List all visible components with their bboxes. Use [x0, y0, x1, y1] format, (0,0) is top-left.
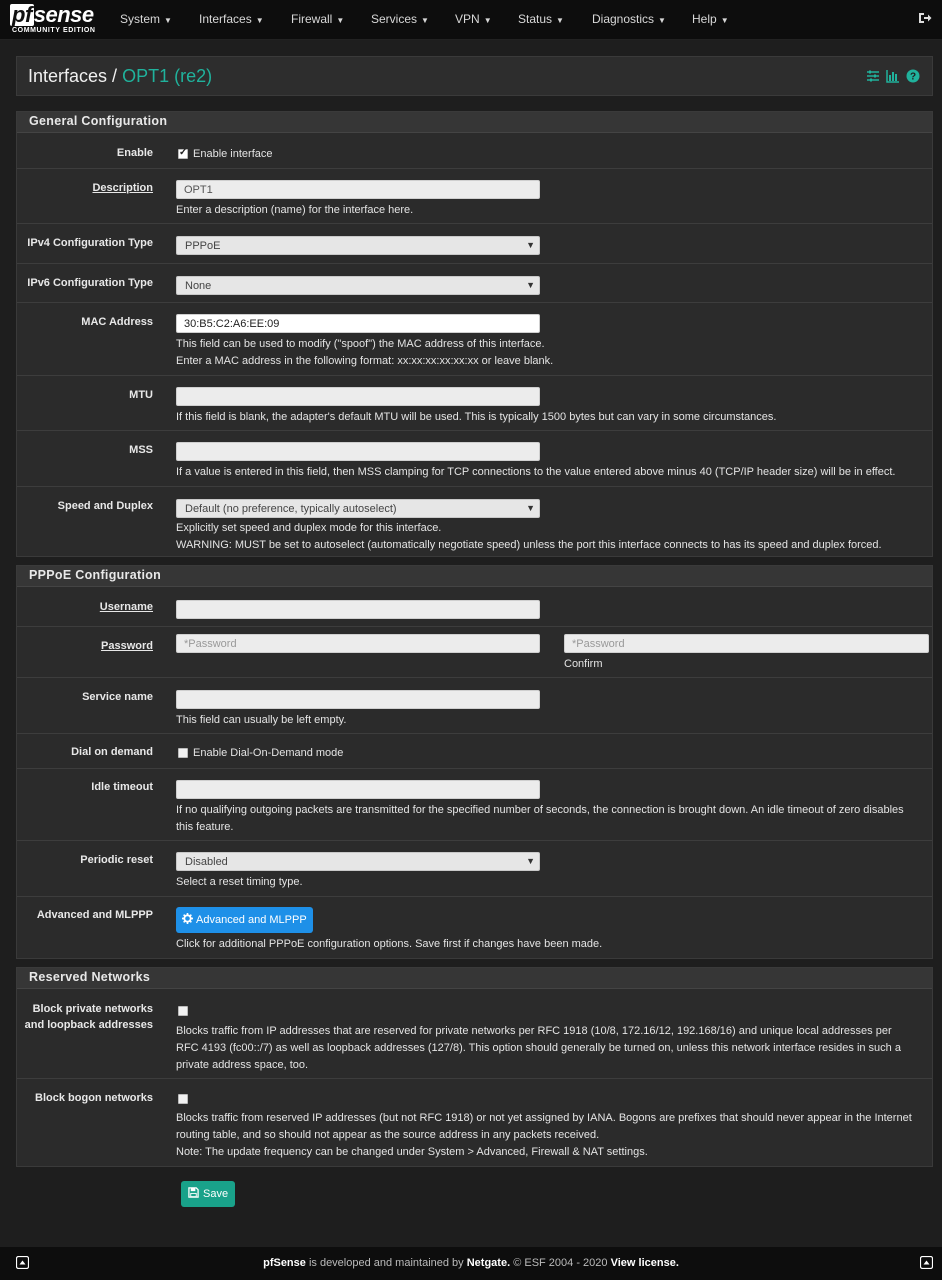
mtu-help: If this field is blank, the adapter's default MTU will be used. This is typically 1500 bytes but can vary in some circumstances. [176, 411, 777, 423]
confirm-label: Confirm [564, 658, 603, 670]
private-help-1: Blocks traffic from IP addresses that are reserved for private networks per RFC 1918 (10/8, 172.16/12, 192.168/16) and unique local addresses per [176, 1025, 892, 1037]
mac-help-2: Enter a MAC address in the following format: xx:xx:xx:xx:xx:xx or leave blank. [176, 355, 554, 367]
password-input[interactable]: *Password [176, 634, 540, 653]
adv-help: Click for additional PPPoE configuration options. Save first if changes have been made. [176, 938, 603, 950]
reserved-networks-panel [16, 967, 933, 1167]
logout-icon[interactable] [918, 11, 932, 25]
menu-services[interactable]: Services ▼ [371, 12, 429, 26]
enable-label: Enable [116, 147, 153, 159]
logo-mark: pf [12, 2, 32, 27]
footer-text-1: is developed and maintained by [305, 1257, 467, 1269]
bogon-label: Block bogon networks [35, 1092, 153, 1104]
chevron-down-icon: ▼ [526, 240, 535, 250]
menu-firewall[interactable]: Firewall ▼ [291, 12, 345, 26]
password-row [17, 627, 932, 678]
panel-title: General Configuration [17, 112, 932, 133]
bogon-help-3: Note: The update frequency can be changed under System > Advanced, Firewall & NAT settings. [176, 1146, 648, 1158]
enable-checkbox[interactable] [178, 149, 188, 159]
menu-vpn[interactable]: VPN ▼ [455, 12, 492, 26]
ipv4-select[interactable]: PPPoE ▼ [176, 236, 540, 255]
breadcrumb-current[interactable]: OPT1 (re2) [122, 66, 213, 86]
private-help-3: private address space, too. [176, 1059, 309, 1071]
mss-label: MSS [129, 444, 153, 456]
dial-checkbox[interactable] [178, 748, 188, 758]
mss-input[interactable] [176, 442, 540, 461]
logo-edition: COMMUNITY EDITION [12, 27, 96, 34]
menu-status[interactable]: Status ▼ [518, 12, 564, 26]
periodic-reset-row [17, 841, 932, 897]
adv-label: Advanced and MLPPP [36, 909, 153, 921]
dial-on-demand-row [17, 734, 932, 769]
service-help: This field can usually be left empty. [176, 714, 347, 726]
chevron-down-icon: ▼ [526, 280, 535, 290]
page-header [16, 56, 933, 96]
mtu-row [17, 376, 932, 431]
pppoe-configuration-panel [16, 565, 933, 959]
block-private-row [17, 990, 932, 1079]
svg-text:?: ? [909, 71, 917, 83]
service-input[interactable] [176, 690, 540, 709]
ipv6-row [17, 264, 932, 303]
speed-label: Speed and Duplex [57, 500, 153, 512]
footer-netgate-link[interactable]: Netgate. [466, 1257, 511, 1269]
mtu-label: MTU [129, 389, 153, 401]
sliders-icon[interactable] [866, 69, 880, 83]
idle-timeout-row [17, 769, 932, 841]
description-row [17, 169, 932, 224]
username-label: Username [99, 601, 153, 613]
reset-select[interactable]: Disabled ▼ [176, 852, 540, 871]
private-label-1: Block private networks [32, 1003, 153, 1015]
block-private-checkbox[interactable] [178, 1006, 188, 1016]
scroll-top-icon[interactable] [16, 1256, 29, 1269]
gear-icon [182, 913, 193, 924]
mss-help: If a value is entered in this field, then MSS clamping for TCP connections to the value entered above minus 40 (TCP/IP header size) will be in effect. [176, 466, 896, 478]
panel-title: Reserved Networks [17, 968, 932, 989]
footer-brand: pfSense [263, 1257, 306, 1269]
mac-help-1: This field can be used to modify ("spoof") the MAC address of this interface. [176, 338, 545, 350]
speed-help-1: Explicitly set speed and duplex mode for this interface. [176, 522, 442, 534]
panel-title: PPPoE Configuration [17, 566, 932, 587]
chevron-down-icon: ▼ [526, 856, 535, 866]
scroll-top-icon[interactable] [920, 1256, 933, 1269]
speed-select[interactable]: Default (no preference, typically autoselect) ▼ [176, 499, 540, 518]
menu-diagnostics[interactable]: Diagnostics ▼ [592, 12, 666, 26]
footer-license-link[interactable]: View license. [610, 1257, 679, 1269]
bogon-help-1: Blocks traffic from reserved IP addresses (but not RFC 1918) or not yet assigned by IANA. Bogons are prefixes that should never appear in the Internet [176, 1112, 912, 1124]
ipv6-select[interactable]: None ▼ [176, 276, 540, 295]
mss-row [17, 431, 932, 487]
footer [0, 1247, 942, 1280]
reset-help: Select a reset timing type. [176, 876, 303, 888]
description-input[interactable]: OPT1 [176, 180, 540, 199]
private-label-2: and loopback addresses [24, 1019, 153, 1031]
enable-row [17, 134, 932, 169]
idle-help-1: If no qualifying outgoing packets are transmitted for the specified number of seconds, the connection is brought down. An idle timeout of zero disables [176, 804, 904, 816]
service-name-row [17, 678, 932, 734]
block-bogon-row [17, 1079, 932, 1166]
description-label: Description [92, 182, 153, 194]
dial-label: Dial on demand [71, 746, 153, 758]
mac-row [17, 303, 932, 376]
general-configuration-panel [16, 111, 933, 557]
mac-input[interactable]: 30:B5:C2:A6:EE:09 [176, 314, 540, 333]
idle-input[interactable] [176, 780, 540, 799]
chevron-down-icon: ▼ [526, 503, 535, 513]
mtu-input[interactable] [176, 387, 540, 406]
service-label: Service name [82, 691, 153, 703]
menu-system[interactable]: System ▼ [120, 12, 172, 26]
idle-help-2: this feature. [176, 821, 234, 833]
help-icon[interactable] [906, 69, 920, 83]
username-input[interactable] [176, 600, 540, 619]
speed-duplex-row [17, 487, 932, 556]
breadcrumb [28, 66, 212, 87]
password-confirm-input[interactable]: *Password [564, 634, 929, 653]
bogon-help-2: routing table, and so should not appear as the source address in any packets received. [176, 1129, 600, 1141]
menu-help[interactable]: Help ▼ [692, 12, 729, 26]
advanced-mlppp-row [17, 897, 932, 958]
description-help: Enter a description (name) for the interface here. [176, 204, 414, 216]
ipv6-label: IPv6 Configuration Type [27, 277, 153, 289]
menu-interfaces[interactable]: Interfaces ▼ [199, 12, 264, 26]
enable-text: Enable interface [193, 148, 273, 160]
mac-label: MAC Address [81, 316, 153, 328]
password-label: Password [101, 640, 153, 652]
bar-chart-icon[interactable] [886, 69, 900, 83]
reset-label: Periodic reset [80, 854, 153, 866]
pfsense-logo[interactable] [10, 4, 100, 38]
breadcrumb-interfaces[interactable]: Interfaces / [28, 66, 118, 86]
advanced-mlppp-button[interactable]: Advanced and MLPPP [176, 907, 313, 933]
ipv4-label: IPv4 Configuration Type [27, 237, 153, 249]
footer-text-2: © ESF 2004 - 2020 [510, 1257, 611, 1269]
idle-label: Idle timeout [91, 781, 153, 793]
block-bogon-checkbox[interactable] [178, 1094, 188, 1104]
ipv4-row [17, 224, 932, 264]
navbar [0, 0, 942, 40]
save-icon [188, 1187, 199, 1198]
username-row [17, 588, 932, 627]
dial-text: Enable Dial-On-Demand mode [193, 747, 344, 759]
speed-help-2: WARNING: MUST be set to autoselect (automatically negotiate speed) unless the port this interface connects to has its speed and duplex forced. [176, 539, 882, 551]
save-button[interactable]: Save [181, 1181, 235, 1207]
private-help-2: RFC 4193 (fc00::/7) as well as loopback addresses (127/8). This option should generally be turned on, unless this network interface resides in such a [176, 1042, 901, 1054]
logo-text: sense [33, 2, 94, 27]
